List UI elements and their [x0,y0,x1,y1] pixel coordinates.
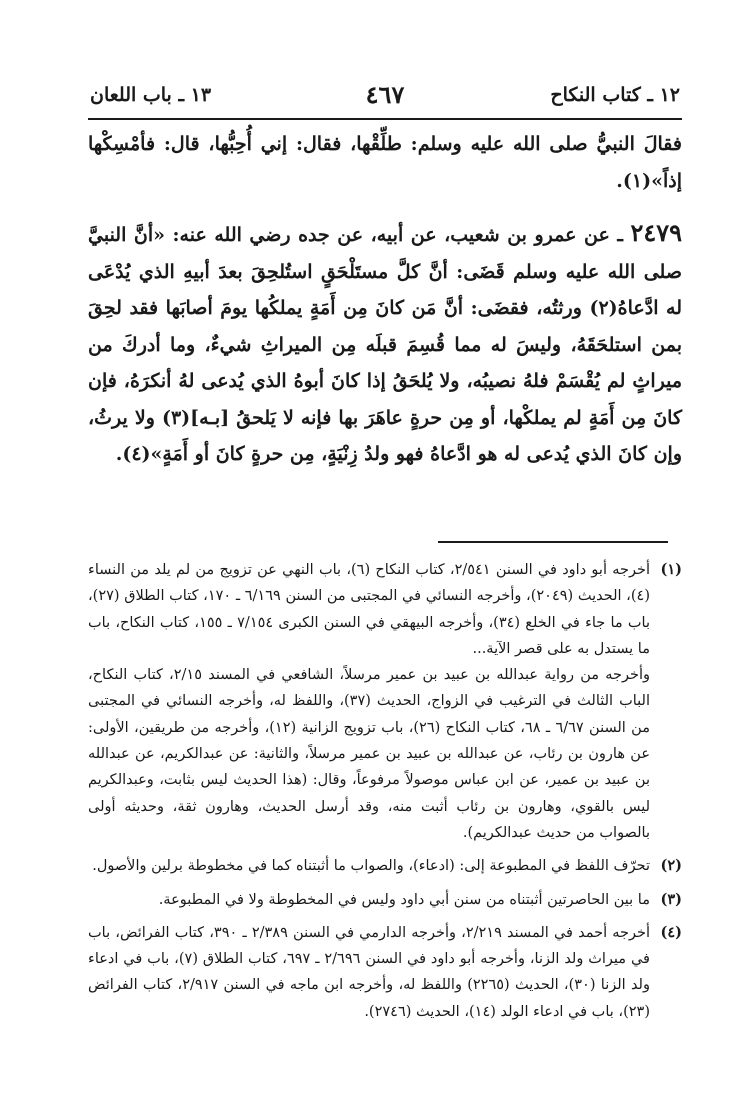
footnote-1-continuation: وأخرجه من رواية عبدالله بن عبيد بن عمير مرسلاً، الشافعي في المسند ٢/١٥، كتاب النكاح، الباب الثالث في الترغيب في الزواج، الحديث (٣٧)، واللفظ له، وأخرجه النسائي في المجتبى من السنن ٦/٦٧ ـ ٦٨، كتاب النكاح (٢٦)، باب تزويج الزانية (١٢)، وأخرجه من طريقين، الأولى: عن هارون بن رئاب، عن عبدالله بن عبيد بن عمير مرسلاً، والثانية: عن عبدالكريم، عن عبدالله بن عبيد بن عمير، عن ابن عباس موصولاً مرفوعاً، وقال: (هذا الحديث ليس بثابت، وعبدالكريم ليس بالقوي، وهارون بن رئاب أثبت منه، وقد أرسل الحديث، وهارون ثقة، وحديثه أولى بالصواب من حديث عبدالكريم). [88,667,650,841]
footnote-divider [438,541,668,543]
footnote-3 [88,887,682,913]
footnote-number: (١) [660,561,682,578]
paragraph-continuation: فقالَ النبيُّ صلى الله عليه وسلم: طلِّقْها، فقال: إني أُحِبُّها، قال: فأمْسِكْها إذاً»(١). [88,133,682,192]
footnote-text: أخرجه أحمد في المسند ٢/٢١٩، وأخرجه الدارمي في السنن ٢/٣٨٩ ـ ٣٩٠، كتاب الفرائض، باب في ميراث ولد الزنا، وأخرجه أبو داود في السنن ٢/٦٩٦ ـ ٦٩٧، كتاب الطلاق (٧)، باب في ادعاء ولد الزنا (٣٠)، الحديث (٢٢٦٥) واللفظ له، وأخرجه ابن ماجه في السنن ٢/٩١٧، كتاب الفرائض (٢٣)، باب في ادعاء الولد (١٤)، الحديث (٢٧٤٦). [88,924,651,1020]
hadith-isnad: ـ عن عمرو بن شعيب، عن أبيه، عن جده رضي الله عنه: [172,224,623,246]
header-rule [88,118,682,120]
page-number: ٤٦٧ [365,80,405,109]
footnote-number: (٢) [660,857,682,875]
footnote-2 [88,853,682,879]
hadith-paragraph [88,215,682,473]
header-chapter: ١٢ ـ كتاب النكاح [550,84,680,106]
footnote-text: أخرجه أبو داود في السنن ٢/٥٤١، كتاب النكاح (٦)، باب النهي عن تزويج من لم يلد من النساء (٤)، الحديث (٢٠٤٩)، وأخرجه النسائي في المجتبى من السنن ٦/١٦٩ ـ ١٧٠، كتاب الطلاق (٢٧)، باب ما جاء في الخلع (٣٤)، وأخرجه البيهقي في السنن الكبرى ٧/١٥٤ ـ ١٥٥، كتاب النكاح، باب ما يستدل به على قصر الآية... [88,562,650,657]
footnote-text: تحرّف اللفظ في المطبوعة إلى: (ادعاء)، والصواب ما أثبتناه كما في مخطوطة برلين والأصول. [92,858,650,875]
footnote-number: (٤) [660,923,682,941]
running-header [90,80,680,116]
footnotes [88,557,682,1025]
hadith-body: «أنَّ النبيَّ صلى الله عليه وسلم قَضَى: أنَّ كلَّ مستَلْحَقٍ استُلحِقَ بعدَ أبيهِ الذي يُدْعَى له ادَّعاهُ(٢) ورثتُه، فقضَى: أنَّ مَن كانَ مِن أَمَةٍ يملكُها يومَ أصابَها فقد لحِقَ بمن استلحَقَهُ، وليسَ له مما قُسِمَ قبلَه مِن الميراثِ شيءٌ، وما أدركَ من ميراثٍ لم يُقْسَمْ فلهُ نصيبُه، ولا يُلحَقُ إذا كانَ أبوهُ الذي يُدعى لهُ أنكرَهُ، فإن كانَ مِن أَمَةٍ لم يملكْها، أو مِن حرةٍ عاهَرَ بها فإنه لا يَلحقُ [بـه](٣) ولا يرثُ، وإن كانَ الذي يُدعى له هو ادَّعاهُ فهو ولدُ زِنْيَةٍ، مِن حرةٍ كانَ أو أَمَةٍ»(٤). [88,224,683,465]
hadith-number: ٢٤٧٩ [630,218,682,247]
footnote-number: (٣) [660,890,682,908]
header-section: ١٣ ـ باب اللعان [90,84,212,106]
footnote-1 [88,557,682,662]
main-text [88,126,682,473]
footnote-text: ما بين الحاصرتين أثبتناه من سنن أبي داود وليس في المخطوطة ولا في المطبوعة. [158,891,650,908]
footnote-4 [88,920,682,1025]
